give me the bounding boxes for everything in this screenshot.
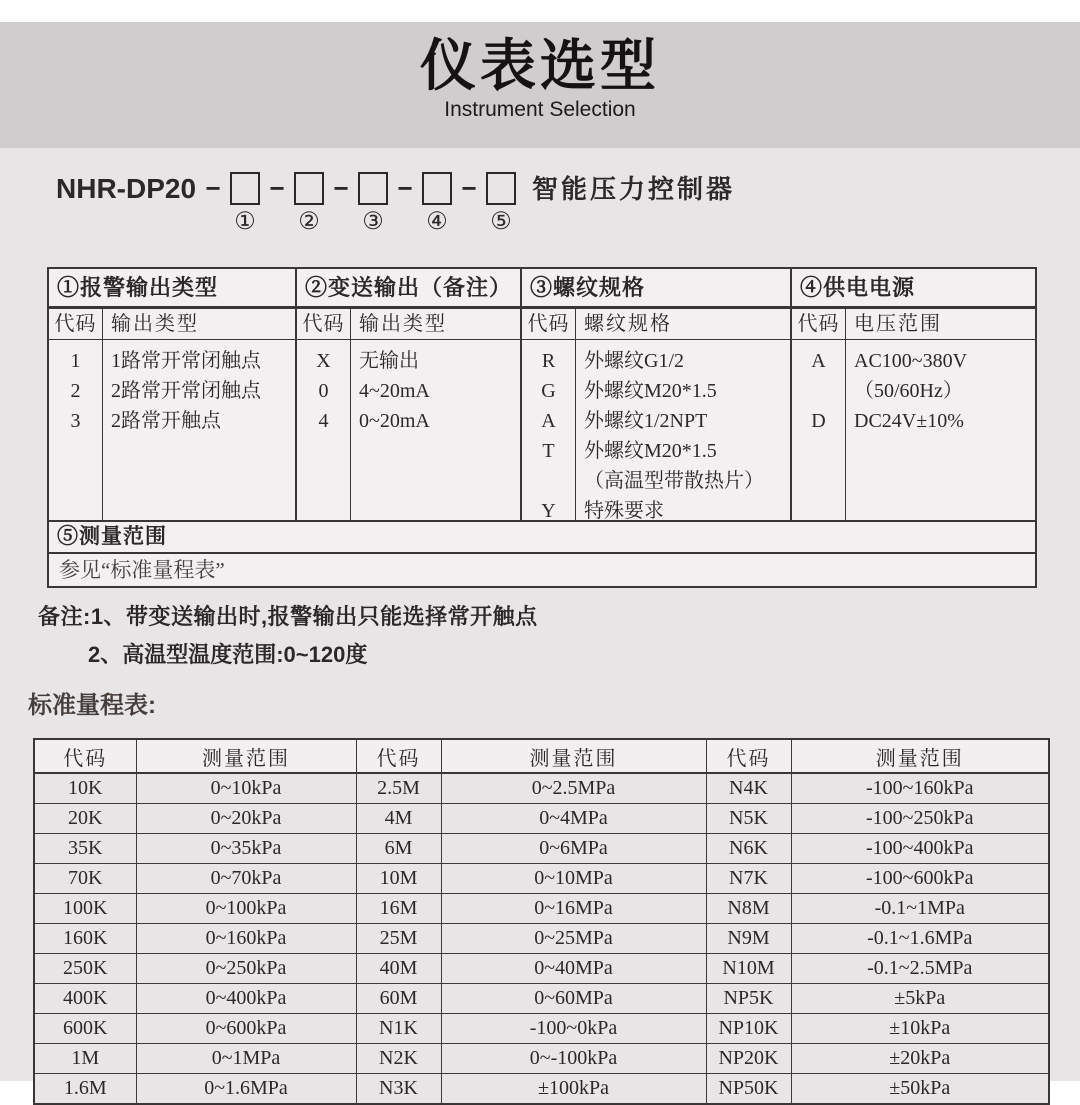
section-power-supply [792, 269, 1035, 520]
range-value: 0~25MPa [441, 924, 706, 954]
table-row [34, 984, 1049, 1014]
range-code: 35K [34, 834, 136, 864]
range-value: 0~2.5MPa [441, 773, 706, 804]
range-value: 0~1.6MPa [136, 1074, 356, 1105]
range-value: 0~16MPa [441, 894, 706, 924]
range-code: 70K [34, 864, 136, 894]
code-cell: Y [541, 500, 556, 522]
desc-cell: （高温型带散热片） [584, 470, 764, 492]
range-value: ±100kPa [441, 1074, 706, 1105]
desc-column-header: 输出类型 [359, 313, 447, 335]
model-dash: − [461, 173, 477, 203]
range-code: 20K [34, 804, 136, 834]
code-cell: D [811, 410, 826, 432]
range-value: -0.1~1.6MPa [791, 924, 1049, 954]
range-code: N7K [706, 864, 791, 894]
standard-range-table [33, 738, 1050, 1105]
measuring-range-row-title: ⑤测量范围 [49, 522, 1035, 554]
code-cells [522, 340, 576, 520]
section-title: ②变送输出（备注） [297, 269, 520, 309]
model-dash: − [333, 173, 349, 203]
range-code: N2K [356, 1044, 441, 1074]
range-code: NP10K [706, 1014, 791, 1044]
desc-cells [846, 340, 1035, 520]
section-body [522, 340, 790, 520]
range-col-header: 测量范围 [441, 739, 706, 773]
code-cells [49, 340, 103, 520]
range-value: 0~100kPa [136, 894, 356, 924]
remark-line-1: 备注:1、带变送输出时,报警输出只能选择常开触点 [38, 604, 538, 629]
range-value: ±10kPa [791, 1014, 1049, 1044]
range-code: 10K [34, 773, 136, 804]
range-code: 10M [356, 864, 441, 894]
section-title: ③螺纹规格 [522, 269, 790, 309]
circled-number-1: ① [234, 209, 256, 235]
range-value: -100~250kPa [791, 804, 1049, 834]
circled-number-4: ④ [426, 209, 448, 235]
code-cell: 2 [70, 380, 81, 402]
model-code-slot-4 [422, 172, 452, 235]
range-value: 0~160kPa [136, 924, 356, 954]
desc-cell: 特殊要求 [584, 500, 664, 522]
section-body [49, 340, 295, 520]
range-code: NP50K [706, 1074, 791, 1105]
range-header-row [34, 739, 1049, 773]
desc-column-header: 电压范围 [854, 313, 942, 335]
range-value: 0~20kPa [136, 804, 356, 834]
code-cell: X [316, 350, 331, 372]
desc-cell: 外螺纹M20*1.5 [584, 380, 717, 402]
desc-cell: 外螺纹M20*1.5 [584, 440, 717, 462]
desc-cell: 1路常开常闭触点 [111, 350, 261, 372]
range-code: NP5K [706, 984, 791, 1014]
code-box-5 [486, 172, 516, 205]
range-code: 250K [34, 954, 136, 984]
table-row [34, 924, 1049, 954]
table-row [34, 894, 1049, 924]
range-value: 0~10kPa [136, 773, 356, 804]
code-box-2 [294, 172, 324, 205]
range-value: 0~70kPa [136, 864, 356, 894]
circled-number-5: ⑤ [490, 209, 512, 235]
range-value: -0.1~2.5MPa [791, 954, 1049, 984]
code-cell: 4 [318, 410, 329, 432]
range-col-header: 代码 [706, 739, 791, 773]
range-value: -100~600kPa [791, 864, 1049, 894]
range-col-header: 代码 [34, 739, 136, 773]
range-value: -100~160kPa [791, 773, 1049, 804]
range-code: 1M [34, 1044, 136, 1074]
range-code: N1K [356, 1014, 441, 1044]
section-column-headers [297, 309, 520, 340]
range-value: ±20kPa [791, 1044, 1049, 1074]
range-value: ±5kPa [791, 984, 1049, 1014]
range-code: NP20K [706, 1044, 791, 1074]
table-row [34, 1044, 1049, 1074]
range-value: 0~-100kPa [441, 1044, 706, 1074]
desc-cell: 2路常开触点 [111, 410, 221, 432]
range-value: 0~250kPa [136, 954, 356, 984]
remark-line-2: 2、高温型温度范围:0~120度 [88, 642, 368, 667]
code-box-3 [358, 172, 388, 205]
section-body [792, 340, 1035, 520]
code-cell: R [541, 350, 556, 372]
model-code-slot-5 [486, 172, 516, 235]
desc-cells [351, 340, 520, 520]
table-row [34, 1014, 1049, 1044]
desc-cell: 4~20mA [359, 380, 430, 402]
range-value: 0~6MPa [441, 834, 706, 864]
code-column-header: 代码 [792, 309, 846, 339]
code-cell: A [541, 410, 556, 432]
model-code-slot-1 [230, 172, 260, 235]
range-code: N10M [706, 954, 791, 984]
table-row [34, 954, 1049, 984]
range-code: 16M [356, 894, 441, 924]
code-column-header: 代码 [49, 309, 103, 339]
range-code: N5K [706, 804, 791, 834]
model-code-diagram [0, 148, 1080, 267]
selection-table [47, 267, 1037, 588]
section-transmit-output [297, 269, 522, 520]
range-value: 0~60MPa [441, 984, 706, 1014]
range-code: 160K [34, 924, 136, 954]
desc-cell: AC100~380V [854, 350, 968, 372]
circled-number-3: ③ [362, 209, 384, 235]
datasheet-page [0, 22, 1080, 1099]
range-code: 100K [34, 894, 136, 924]
model-code-slot-3 [358, 172, 388, 235]
code-cell: 3 [70, 410, 81, 432]
range-col-header: 代码 [356, 739, 441, 773]
desc-cell: 外螺纹G1/2 [584, 350, 684, 372]
range-code: 1.6M [34, 1074, 136, 1105]
table-row [34, 773, 1049, 804]
model-dash: − [269, 173, 285, 203]
range-code: 6M [356, 834, 441, 864]
section-title: ①报警输出类型 [49, 269, 295, 309]
range-value: 0~10MPa [441, 864, 706, 894]
code-cells [792, 340, 846, 520]
desc-cells [103, 340, 295, 520]
table-row [34, 834, 1049, 864]
range-value: 0~400kPa [136, 984, 356, 1014]
range-code: 400K [34, 984, 136, 1014]
section-body [297, 340, 520, 520]
section-alarm-output [49, 269, 297, 520]
model-dash: − [205, 173, 221, 203]
selection-sections [49, 269, 1035, 522]
desc-cell: （50/60Hz） [854, 380, 963, 402]
code-cell: 0 [318, 380, 329, 402]
desc-cell: 2路常开常闭触点 [111, 380, 261, 402]
code-cell: 1 [70, 350, 81, 372]
code-box-1 [230, 172, 260, 205]
desc-cells [576, 340, 790, 520]
desc-cell: 0~20mA [359, 410, 430, 432]
desc-cell: 外螺纹1/2NPT [584, 410, 708, 432]
desc-column-header: 输出类型 [111, 313, 199, 335]
measuring-range-row-note: 参见“标准量程表” [59, 558, 225, 582]
range-table-heading: 标准量程表: [28, 692, 156, 719]
range-value: 0~600kPa [136, 1014, 356, 1044]
range-code: 25M [356, 924, 441, 954]
range-value: ±50kPa [791, 1074, 1049, 1105]
circled-number-2: ② [298, 209, 320, 235]
code-cell [522, 466, 575, 496]
range-code: 40M [356, 954, 441, 984]
model-prefix: NHR-DP20 [56, 173, 197, 204]
range-code: N6K [706, 834, 791, 864]
range-code: 2.5M [356, 773, 441, 804]
table-row [34, 864, 1049, 894]
range-value: 0~1MPa [136, 1044, 356, 1074]
code-cell: T [542, 440, 555, 462]
section-column-headers [49, 309, 295, 340]
desc-column-header: 螺纹规格 [584, 313, 672, 335]
table-row [34, 1074, 1049, 1105]
range-code: N4K [706, 773, 791, 804]
range-code: 60M [356, 984, 441, 1014]
title-banner [0, 22, 1080, 148]
range-code: N3K [356, 1074, 441, 1105]
range-value: 0~40MPa [441, 954, 706, 984]
code-cell [792, 376, 845, 406]
code-cell: A [811, 350, 826, 372]
model-code-slot-2 [294, 172, 324, 235]
code-cells [297, 340, 351, 520]
range-code: 600K [34, 1014, 136, 1044]
range-value: -0.1~1MPa [791, 894, 1049, 924]
range-code: 4M [356, 804, 441, 834]
model-dash: − [397, 173, 413, 203]
section-column-headers [522, 309, 790, 340]
range-col-header: 测量范围 [136, 739, 356, 773]
range-col-header: 测量范围 [791, 739, 1049, 773]
code-cell: G [541, 380, 556, 402]
code-column-header: 代码 [522, 309, 576, 339]
range-code: N8M [706, 894, 791, 924]
code-column-header: 代码 [297, 309, 351, 339]
section-title: ④供电电源 [792, 269, 1035, 309]
section-thread-spec [522, 269, 792, 520]
range-code: N9M [706, 924, 791, 954]
section-column-headers [792, 309, 1035, 340]
table-row [34, 804, 1049, 834]
desc-cell: 无输出 [359, 350, 419, 372]
desc-cell: DC24V±10% [854, 410, 964, 432]
model-suffix: 智能压力控制器 [532, 174, 736, 204]
range-value: -100~0kPa [441, 1014, 706, 1044]
range-value: 0~35kPa [136, 834, 356, 864]
page-title: 仪表选型 [420, 34, 660, 97]
range-value: -100~400kPa [791, 834, 1049, 864]
code-box-4 [422, 172, 452, 205]
range-value: 0~4MPa [441, 804, 706, 834]
page-subtitle: Instrument Selection [444, 98, 636, 121]
